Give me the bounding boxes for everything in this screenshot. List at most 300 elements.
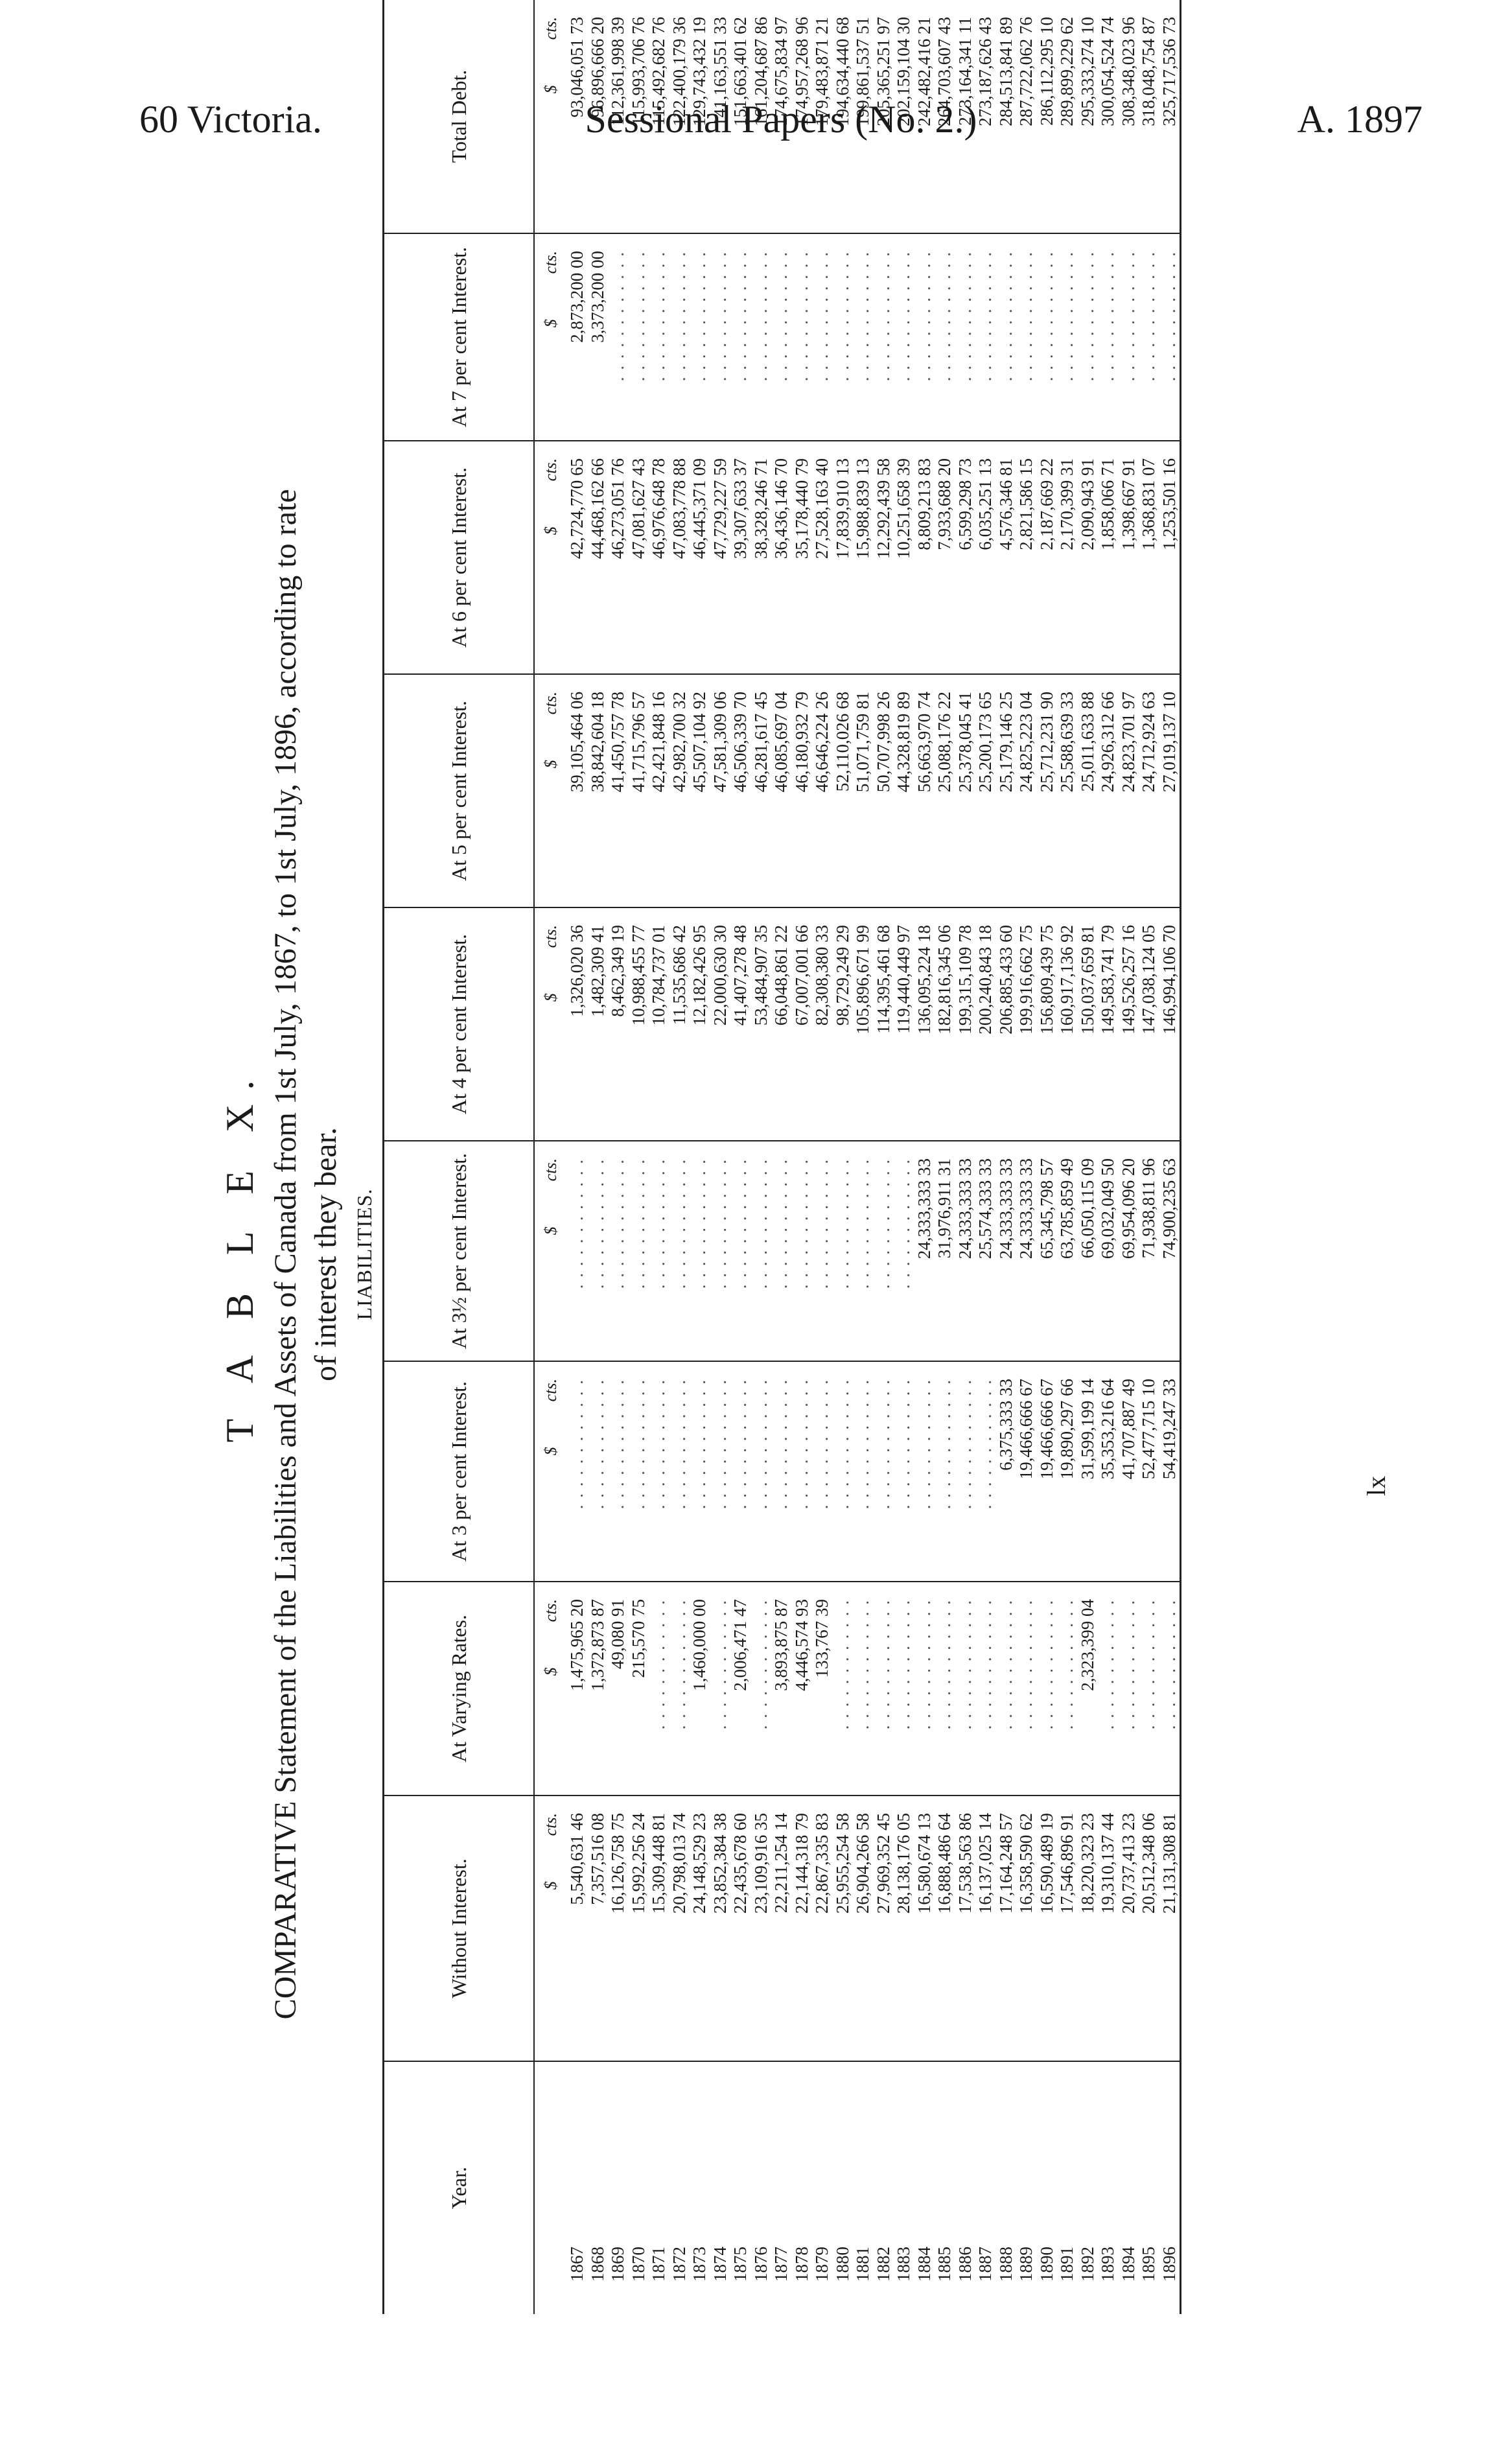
value-cell-p7: . . . . . . . . . . . . [1139, 233, 1159, 441]
value-cell-p7: . . . . . . . . . . . . [792, 233, 813, 441]
col-5-percent: At 5 per cent Interest. [384, 674, 535, 907]
year-cell: 1895 [1139, 2247, 1158, 2282]
year-cell: 1883 [894, 2247, 913, 2282]
value-cell-p6: 6,035,251 13 [975, 441, 996, 674]
year-cell: 1880 [832, 2247, 852, 2282]
value-cell-w: 21,131,308 81 [1159, 1795, 1181, 2061]
value-cell-p3: . . . . . . . . . . . . [894, 1361, 914, 1582]
table-row [955, 0, 976, 2314]
table-row [792, 0, 813, 2314]
value-cell-p4: 199,916,662 75 [1016, 907, 1037, 1141]
value-cell-t: 242,482,416 21 [914, 0, 935, 233]
value-cell-w: 28,138,176 05 [894, 1795, 914, 2061]
value-cell-p35: . . . . . . . . . . . . [690, 1141, 710, 1361]
year-cell: 1874 [710, 2247, 730, 2282]
value-cell-p5: 44,328,819 89 [894, 674, 914, 907]
value-cell-p6: 47,729,227 59 [710, 441, 731, 674]
value-cell-p35: 24,333,333 33 [955, 1141, 976, 1361]
value-cell-v: . . . . . . . . . . . . [1139, 1582, 1159, 1795]
year-cell: 1872 [669, 2247, 689, 2282]
year-cell: 1890 [1036, 2247, 1056, 2282]
value-cell-w: 16,137,025 14 [975, 1795, 996, 2061]
year-cell: 1888 [995, 2247, 1016, 2282]
value-cell-p6: 47,083,778 88 [669, 441, 690, 674]
value-cell-p3: 19,890,297 66 [1057, 1361, 1078, 1582]
value-cell-p7: . . . . . . . . . . . . [914, 233, 935, 441]
value-cell-p3: . . . . . . . . . . . . [608, 1361, 629, 1582]
value-cell-w: 16,590,489 19 [1037, 1795, 1058, 2061]
value-cell-p5: 51,071,759 81 [853, 674, 874, 907]
value-cell-w: 22,867,335 83 [812, 1795, 833, 2061]
value-cell-p5: 42,421,848 16 [649, 674, 669, 907]
value-cell-w: 16,580,674 13 [914, 1795, 935, 2061]
value-cell-p5: 46,506,339 70 [730, 674, 751, 907]
table-row [975, 0, 996, 2314]
value-cell-p6: 2,187,669 22 [1037, 441, 1058, 674]
value-cell-p35: 31,976,911 31 [935, 1141, 955, 1361]
units-cell: $cts. [534, 0, 567, 233]
value-cell-t: 115,993,706 76 [629, 0, 649, 233]
units-cell: $cts. [534, 1141, 567, 1361]
value-cell-p7: . . . . . . . . . . . . [649, 233, 669, 441]
value-cell-p5: 56,663,970 74 [914, 674, 935, 907]
value-cell-p6: 8,809,213 83 [914, 441, 935, 674]
value-cell-v: . . . . . . . . . . . . [1119, 1582, 1139, 1795]
value-cell-w: 22,144,318 79 [792, 1795, 813, 2061]
value-cell-t: 205,365,251 97 [874, 0, 894, 233]
value-cell-v: 4,446,574 93 [792, 1582, 813, 1795]
year-cell: 1892 [1077, 2247, 1097, 2282]
col-year: Year. [384, 2061, 535, 2314]
value-cell-w: 23,109,916 35 [751, 1795, 772, 2061]
value-cell-p3: . . . . . . . . . . . . [567, 1361, 588, 1582]
value-cell-v: . . . . . . . . . . . . [751, 1582, 772, 1795]
value-cell-p35: 24,333,333 33 [996, 1141, 1017, 1361]
value-cell-p6: 39,307,633 37 [730, 441, 751, 674]
value-cell-p7: . . . . . . . . . . . . [730, 233, 751, 441]
value-cell-p6: 2,821,586 15 [1016, 441, 1037, 674]
value-cell-t: 295,333,274 10 [1078, 0, 1099, 233]
value-cell-v: . . . . . . . . . . . . [894, 1582, 914, 1795]
year-cell: 1868 [587, 2247, 607, 2282]
value-cell-p35: . . . . . . . . . . . . [792, 1141, 813, 1361]
value-cell-t: 284,513,841 89 [996, 0, 1017, 233]
value-cell-p5: 25,712,231 90 [1037, 674, 1058, 907]
subtitle-line-1: COMPARATIVE Statement of the Liabilities and Assets of Canada from 1st July, 1867, to 1st July, 1896, according to rate [268, 489, 303, 2020]
value-cell-p3: . . . . . . . . . . . . [935, 1361, 955, 1582]
year-cell: 1876 [750, 2247, 771, 2282]
units-cell: $cts. [534, 233, 567, 441]
value-cell-v: . . . . . . . . . . . . [1016, 1582, 1037, 1795]
value-cell-p4: 150,037,659 81 [1078, 907, 1099, 1141]
value-cell-v: . . . . . . . . . . . . [914, 1582, 935, 1795]
value-cell-t: 129,743,432 19 [690, 0, 710, 233]
value-cell-p5: 46,085,697 04 [771, 674, 792, 907]
value-cell-p7: . . . . . . . . . . . . [935, 233, 955, 441]
value-cell-p7: 2,873,200 00 [567, 233, 588, 441]
year-cell: 1871 [649, 2247, 668, 2282]
value-cell-v: 215,570 75 [629, 1582, 649, 1795]
value-cell-p35: 25,574,333 33 [975, 1141, 996, 1361]
units-cell: $cts. [534, 674, 567, 907]
value-cell-w: 20,512,348 06 [1139, 1795, 1159, 2061]
value-cell-t: 202,159,104 30 [894, 0, 914, 233]
value-cell-p3: 54,419,247 33 [1159, 1361, 1181, 1582]
value-cell-p35: . . . . . . . . . . . . [730, 1141, 751, 1361]
value-cell-p5: 25,378,045 41 [955, 674, 976, 907]
value-cell-p4: 66,048,861 22 [771, 907, 792, 1141]
value-cell-p6: 47,081,627 43 [629, 441, 649, 674]
value-cell-w: 16,358,590 62 [1016, 1795, 1037, 2061]
value-cell-p6: 1,368,831 07 [1139, 441, 1159, 674]
table-title: T A B L E X. [218, 1066, 261, 1443]
table-row [649, 0, 669, 2314]
year-cell: 1896 [1159, 2061, 1181, 2314]
value-cell-p7: . . . . . . . . . . . . [996, 233, 1017, 441]
units-cell: $cts. [534, 441, 567, 674]
value-cell-p3: 6,375,333 33 [996, 1361, 1017, 1582]
value-cell-p7: . . . . . . . . . . . . [771, 233, 792, 441]
value-cell-p7: . . . . . . . . . . . . [669, 233, 690, 441]
table-row [608, 0, 629, 2314]
value-cell-p4: 149,526,257 16 [1119, 907, 1139, 1141]
value-cell-p4: 206,885,433 60 [996, 907, 1017, 1141]
value-cell-p35: 69,954,096 20 [1119, 1141, 1139, 1361]
value-cell-p3: . . . . . . . . . . . . [629, 1361, 649, 1582]
units-cell: $cts. [534, 1795, 567, 2061]
value-cell-t: 194,634,440 68 [833, 0, 854, 233]
table-row [1119, 0, 1139, 2314]
value-cell-p7: . . . . . . . . . . . . [1037, 233, 1058, 441]
value-cell-p4: 147,038,124 05 [1139, 907, 1159, 1141]
value-cell-p5: 46,646,224 26 [812, 674, 833, 907]
table-row [1139, 0, 1159, 2314]
value-cell-w: 26,904,266 58 [853, 1795, 874, 2061]
value-cell-p5: 45,507,104 92 [690, 674, 710, 907]
value-cell-v: 133,767 39 [812, 1582, 833, 1795]
value-cell-t: 96,896,666 20 [588, 0, 609, 233]
value-cell-p4: 22,000,630 30 [710, 907, 731, 1141]
year-cell: 1882 [873, 2247, 893, 2282]
liabilities-table [382, 0, 1181, 2314]
value-cell-t: 174,957,268 96 [792, 0, 813, 233]
table-row [751, 0, 772, 2314]
col-total-debt: Total Debt. [384, 0, 535, 233]
value-cell-p4: 82,308,380 33 [812, 907, 833, 1141]
value-cell-p3: . . . . . . . . . . . . [975, 1361, 996, 1582]
value-cell-t: 300,054,524 74 [1098, 0, 1119, 233]
value-cell-p35: . . . . . . . . . . . . [771, 1141, 792, 1361]
value-cell-t: 273,164,341 11 [955, 0, 976, 233]
value-cell-p3: . . . . . . . . . . . . [833, 1361, 854, 1582]
value-cell-t: 286,112,295 10 [1037, 0, 1058, 233]
value-cell-t: 141,163,551 33 [710, 0, 731, 233]
value-cell-v: . . . . . . . . . . . . [1057, 1582, 1078, 1795]
value-cell-w: 19,310,137 44 [1098, 1795, 1119, 2061]
value-cell-p35: . . . . . . . . . . . . [751, 1141, 772, 1361]
value-cell-p4: 136,095,224 18 [914, 907, 935, 1141]
value-cell-t: 112,361,998 39 [608, 0, 629, 233]
value-cell-p5: 24,926,312 66 [1098, 674, 1119, 907]
value-cell-p7: . . . . . . . . . . . . [751, 233, 772, 441]
value-cell-p35: 63,785,859 49 [1057, 1141, 1078, 1361]
value-cell-t: 115,492,682 76 [649, 0, 669, 233]
col-7-percent: At 7 per cent Interest. [384, 233, 535, 441]
value-cell-p3: 35,353,216 64 [1098, 1361, 1119, 1582]
value-cell-p3: 31,599,199 14 [1078, 1361, 1099, 1582]
value-cell-p3: 19,466,666 67 [1016, 1361, 1037, 1582]
table-row [996, 0, 1017, 2314]
value-cell-p35: 66,050,115 09 [1078, 1141, 1099, 1361]
value-cell-p7: . . . . . . . . . . . . [975, 233, 996, 441]
value-cell-p4: 200,240,843 18 [975, 907, 996, 1141]
column-header-row [384, 0, 535, 2314]
value-cell-p6: 46,445,371 09 [690, 441, 710, 674]
table-row [1057, 0, 1078, 2314]
value-cell-w: 25,955,254 58 [833, 1795, 854, 2061]
value-cell-p5: 24,825,223 04 [1016, 674, 1037, 907]
value-cell-p35: 24,333,333 33 [914, 1141, 935, 1361]
value-cell-p4: 12,182,426 95 [690, 907, 710, 1141]
value-cell-p35: 71,938,811 96 [1139, 1141, 1159, 1361]
value-cell-p6: 2,090,943 91 [1078, 441, 1099, 674]
col-varying-rates: At Varying Rates. [384, 1582, 535, 1795]
value-cell-v: 2,006,471 47 [730, 1582, 751, 1795]
table-row [874, 0, 894, 2314]
value-cell-w: 23,852,384 38 [710, 1795, 731, 2061]
value-cell-p4: 182,816,345 06 [935, 907, 955, 1141]
value-cell-w: 15,992,256 24 [629, 1795, 649, 2061]
value-cell-p7: . . . . . . . . . . . . [1119, 233, 1139, 441]
value-cell-p6: 44,468,162 66 [588, 441, 609, 674]
value-cell-t: 93,046,051 73 [567, 0, 588, 233]
table-row [1016, 0, 1037, 2314]
value-cell-p6: 38,328,246 71 [751, 441, 772, 674]
value-cell-p35: . . . . . . . . . . . . [608, 1141, 629, 1361]
value-cell-t: 325,717,536 73 [1159, 0, 1181, 233]
value-cell-p4: 146,994,106 70 [1159, 907, 1181, 1141]
value-cell-t: 122,400,179 36 [669, 0, 690, 233]
value-cell-p5: 27,019,137 10 [1159, 674, 1181, 907]
value-cell-p4: 67,007,001 66 [792, 907, 813, 1141]
value-cell-p7: . . . . . . . . . . . . [812, 233, 833, 441]
value-cell-p35: . . . . . . . . . . . . [629, 1141, 649, 1361]
year-cell: 1873 [690, 2247, 709, 2282]
value-cell-p7: . . . . . . . . . . . . [1078, 233, 1099, 441]
value-cell-v: . . . . . . . . . . . . [1159, 1582, 1181, 1795]
value-cell-p6: 36,436,146 70 [771, 441, 792, 674]
table-body [567, 0, 1181, 2314]
value-cell-p3: 41,707,887 49 [1119, 1361, 1139, 1582]
value-cell-t: 287,722,062 76 [1016, 0, 1037, 233]
value-cell-p4: 119,440,449 97 [894, 907, 914, 1141]
value-cell-w: 17,538,563 86 [955, 1795, 976, 2061]
value-cell-v: . . . . . . . . . . . . [833, 1582, 854, 1795]
value-cell-p6: 42,724,770 65 [567, 441, 588, 674]
table-row [567, 0, 588, 2314]
value-cell-p6: 1,398,667 91 [1119, 441, 1139, 674]
value-cell-t: 264,703,607 43 [935, 0, 955, 233]
value-cell-w: 17,164,248 57 [996, 1795, 1017, 2061]
value-cell-v: . . . . . . . . . . . . [996, 1582, 1017, 1795]
value-cell-p7: . . . . . . . . . . . . [853, 233, 874, 441]
value-cell-v: . . . . . . . . . . . . [1037, 1582, 1058, 1795]
value-cell-p3: . . . . . . . . . . . . [792, 1361, 813, 1582]
value-cell-p6: 1,858,066 71 [1098, 441, 1119, 674]
value-cell-p3: . . . . . . . . . . . . [669, 1361, 690, 1582]
value-cell-p35: 65,345,798 57 [1037, 1141, 1058, 1361]
table-row [730, 0, 751, 2314]
value-cell-p35: . . . . . . . . . . . . [894, 1141, 914, 1361]
header-sessional-papers: Sessional Papers (No. 2.) [585, 98, 977, 141]
value-cell-p4: 149,583,741 79 [1098, 907, 1119, 1141]
value-cell-v: 3,893,875 87 [771, 1582, 792, 1795]
value-cell-v: 2,323,399 04 [1078, 1582, 1099, 1795]
value-cell-p3: . . . . . . . . . . . . [730, 1361, 751, 1582]
table-row [894, 0, 914, 2314]
year-cell: 1875 [730, 2247, 750, 2282]
value-cell-p7: . . . . . . . . . . . . [608, 233, 629, 441]
value-cell-p7: . . . . . . . . . . . . [690, 233, 710, 441]
value-cell-t: 179,483,871 21 [812, 0, 833, 233]
year-cell: 1869 [608, 2247, 627, 2282]
value-cell-v: . . . . . . . . . . . . [955, 1582, 976, 1795]
value-cell-p5: 24,823,701 97 [1119, 674, 1139, 907]
value-cell-p35: 24,333,333 33 [1016, 1141, 1037, 1361]
value-cell-p7: . . . . . . . . . . . . [894, 233, 914, 441]
section-heading: LIABILITIES. [353, 1188, 376, 1320]
table-row [935, 0, 955, 2314]
value-cell-p4: 156,809,439 75 [1037, 907, 1058, 1141]
value-cell-p6: 1,253,501 16 [1159, 441, 1181, 674]
value-cell-p7: . . . . . . . . . . . . [955, 233, 976, 441]
value-cell-p35: . . . . . . . . . . . . [833, 1141, 854, 1361]
value-cell-p5: 47,581,309 06 [710, 674, 731, 907]
value-cell-p6: 15,988,839 13 [853, 441, 874, 674]
value-cell-v: 49,080 91 [608, 1582, 629, 1795]
value-cell-p6: 7,933,688 20 [935, 441, 955, 674]
value-cell-p7: . . . . . . . . . . . . [1098, 233, 1119, 441]
year-cell: 1877 [771, 2247, 791, 2282]
value-cell-p6: 2,170,399 31 [1057, 441, 1078, 674]
col-6-percent: At 6 per cent Interest. [384, 441, 535, 674]
value-cell-w: 22,435,678 60 [730, 1795, 751, 2061]
value-cell-w: 16,888,486 64 [935, 1795, 955, 2061]
value-cell-t: 273,187,626 43 [975, 0, 996, 233]
table-row [669, 0, 690, 2314]
col-3-percent: At 3 per cent Interest. [384, 1361, 535, 1582]
table-row [1159, 0, 1181, 2314]
value-cell-p5: 25,200,173 65 [975, 674, 996, 907]
col-without-interest: Without Interest. [384, 1795, 535, 2061]
year-cell: 1894 [1118, 2247, 1138, 2282]
value-cell-p35: . . . . . . . . . . . . [588, 1141, 609, 1361]
value-cell-t: 308,348,023 96 [1119, 0, 1139, 233]
value-cell-p5: 25,588,639 33 [1057, 674, 1078, 907]
year-cell: 1881 [853, 2247, 872, 2282]
value-cell-p4: 114,395,461 68 [874, 907, 894, 1141]
value-cell-p7: . . . . . . . . . . . . [710, 233, 731, 441]
header-year: A. 1897 [1297, 98, 1423, 141]
value-cell-p4: 105,896,671 99 [853, 907, 874, 1141]
value-cell-p3: . . . . . . . . . . . . [874, 1361, 894, 1582]
value-cell-p5: 25,011,633 88 [1078, 674, 1099, 907]
year-cell: 1870 [628, 2247, 648, 2282]
value-cell-p6: 46,273,051 76 [608, 441, 629, 674]
year-cell: 1886 [955, 2247, 975, 2282]
value-cell-p35: . . . . . . . . . . . . [649, 1141, 669, 1361]
value-cell-p5: 52,110,026 68 [833, 674, 854, 907]
value-cell-p35: 69,032,049 50 [1098, 1141, 1119, 1361]
value-cell-p6: 10,251,658 39 [894, 441, 914, 674]
value-cell-v: . . . . . . . . . . . . [669, 1582, 690, 1795]
value-cell-p35: 74,900,235 63 [1159, 1141, 1181, 1361]
value-cell-p7: . . . . . . . . . . . . [874, 233, 894, 441]
value-cell-p6: 35,178,440 79 [792, 441, 813, 674]
table-row [588, 0, 609, 2314]
units-row [534, 0, 567, 2314]
year-cell: 1887 [975, 2247, 995, 2282]
value-cell-v: . . . . . . . . . . . . [874, 1582, 894, 1795]
units-cell: $cts. [534, 907, 567, 1141]
col-4-percent: At 4 per cent Interest. [384, 907, 535, 1141]
units-blank [534, 2061, 567, 2314]
value-cell-p35: . . . . . . . . . . . . [669, 1141, 690, 1361]
table-subtitle [266, 194, 346, 2314]
value-cell-p5: 50,707,998 26 [874, 674, 894, 907]
table-row [853, 0, 874, 2314]
value-cell-p35: . . . . . . . . . . . . [710, 1141, 731, 1361]
value-cell-p35: . . . . . . . . . . . . [853, 1141, 874, 1361]
value-cell-p6: 6,599,298 73 [955, 441, 976, 674]
value-cell-t: 318,048,754 87 [1139, 0, 1159, 233]
year-cell: 1879 [812, 2247, 832, 2282]
value-cell-p4: 10,784,737 01 [649, 907, 669, 1141]
value-cell-v: 1,460,000 00 [690, 1582, 710, 1795]
value-cell-p7: . . . . . . . . . . . . [833, 233, 854, 441]
value-cell-t: 199,861,537 51 [853, 0, 874, 233]
value-cell-p7: . . . . . . . . . . . . [1057, 233, 1078, 441]
table-row [833, 0, 854, 2314]
value-cell-p35: . . . . . . . . . . . . [812, 1141, 833, 1361]
value-cell-p6: 12,292,439 58 [874, 441, 894, 674]
table-row [629, 0, 649, 2314]
value-cell-v: 1,475,965 20 [567, 1582, 588, 1795]
table-row [1098, 0, 1119, 2314]
value-cell-v: 1,372,873 87 [588, 1582, 609, 1795]
units-cell: $cts. [534, 1361, 567, 1582]
value-cell-p5: 25,088,176 22 [935, 674, 955, 907]
value-cell-p4: 41,407,278 48 [730, 907, 751, 1141]
value-cell-p5: 24,712,924 63 [1139, 674, 1159, 907]
value-cell-v: . . . . . . . . . . . . [649, 1582, 669, 1795]
value-cell-w: 18,220,323 23 [1078, 1795, 1099, 2061]
subtitle-line-2: of interest they bear. [308, 1127, 343, 1381]
value-cell-p7: 3,373,200 00 [588, 233, 609, 441]
value-cell-p3: . . . . . . . . . . . . [588, 1361, 609, 1582]
value-cell-p35: . . . . . . . . . . . . [567, 1141, 588, 1361]
value-cell-w: 22,211,254 14 [771, 1795, 792, 2061]
col-3-5-percent: At 3½ per cent Interest. [384, 1141, 535, 1361]
value-cell-p3: . . . . . . . . . . . . [771, 1361, 792, 1582]
value-cell-p7: . . . . . . . . . . . . [1016, 233, 1037, 441]
value-cell-p7: . . . . . . . . . . . . [1159, 233, 1181, 441]
value-cell-w: 20,737,413 23 [1119, 1795, 1139, 2061]
units-cell: $cts. [534, 1582, 567, 1795]
value-cell-p3: 19,466,666 67 [1037, 1361, 1058, 1582]
value-cell-w: 16,126,758 75 [608, 1795, 629, 2061]
value-cell-p3: . . . . . . . . . . . . [649, 1361, 669, 1582]
